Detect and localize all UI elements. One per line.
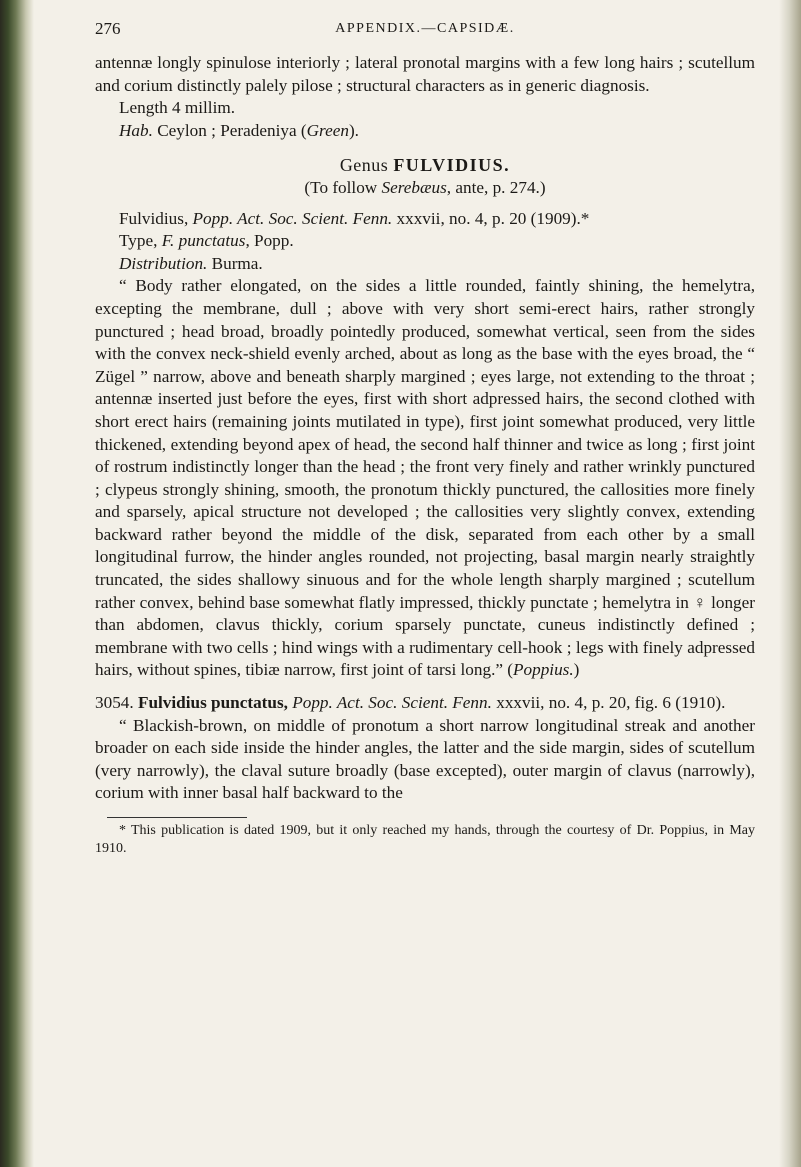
length-line: Length 4 millim.: [119, 98, 236, 118]
species-description: “ Blackish-brown, on middle of pronotum a short narrow longitudinal streak and another broader on each side inside the hinder angles, the latter and the side margin, sides of scutellum (very narrowly), the claval suture broadly (base excepted), outer margin of clavus (narrowly), corium with inner basal half backward to the: [95, 715, 755, 803]
spacer: [95, 682, 755, 692]
genus-description-text: “ Body rather elongated, on the sides a little rounded, faintly shining, the hemelytra, excepting the membrane, dull ; above with very short semi-erect hairs, rather strongly punctured ; head broad, broadly pointedly produced, somewhat vertical, seen from the sides with the convex neck-shield evenly arched, about as long as the base with the eyes broad, the “ Zügel ” narrow, above and beneath sharply margined ; eyes large, not extending to the throat ; antennæ inserted just before the eyes, first with short adpressed hairs, the second clothed with short erect hairs (remaining joints mutilated in type), first joint somewhat produced, very little thickened, extending beyond apex of head, the second half thinner and twice as long ; first joint of rostrum indistinctly longer than the head ; the front very finely and rather wrinkly punctured ; clypeus strongly shining, smooth, the pronotum thickly punctured, the callosities more finely and sparsely, apical structure not developed ; the callosities very slightly convex, extending backward rather beyond the middle of the disk, separated from each other by a small longitudinal furrow, the hinder angles rounded, not projecting, basal margin nearly straightly truncated, the sides shallowy sinuous and for the whole length sharply margined ; scutellum rather convex, behind base somewhat flatly impressed, thickly punctate ; hemelytra in ♀ longer than abdomen, clavus thickly, corium sparsely punctate, cuneus indistinctly defined ; membrane with two cells ; hind wings with a rudimentary cell-hook ; legs with finely adpressed hairs, without spines, tibiæ narrow, first joint of tarsi long.” (: [95, 276, 755, 680]
species-author: Popp. Act. Soc. Scient. Fenn.: [292, 693, 492, 713]
distribution-text: Burma.: [207, 253, 263, 273]
genus-heading: [95, 154, 755, 177]
page-content: [95, 18, 755, 858]
genus-ref-citation: xxxvii, no. 4, p. 20 (1909).*: [392, 208, 590, 228]
species-number: 3054.: [95, 693, 138, 713]
habitat-close: ).: [348, 120, 359, 140]
type-label: Type,: [119, 231, 162, 251]
page-binding-edge: [0, 0, 34, 1167]
genus-name: FULVIDIUS.: [393, 155, 511, 176]
page-number: 276: [95, 19, 121, 38]
intro-paragraph: antennæ longly spinulose interiorly ; lateral pronotal margins with a few long hairs ; scutellum and corium distinctly palely pilose ; structural characters as in generic diagnosis.: [95, 53, 755, 95]
page-outer-edge: [779, 0, 801, 1167]
habitat-label: Hab.: [119, 120, 153, 140]
type-species: F. punctatus: [161, 231, 246, 251]
genus-ref-name: Fulvidius,: [119, 208, 193, 228]
habitat-text: Ceylon ; Peradeniya (: [152, 120, 307, 140]
species-citation: xxxvii, no. 4, p. 20, fig. 6 (1910).: [491, 693, 726, 713]
habitat-collector: Green: [306, 120, 349, 140]
species-name: Fulvidius punctatus,: [137, 693, 293, 713]
footnote-rule: [107, 817, 247, 818]
follow-pre: (To follow: [304, 177, 382, 197]
page-header: [95, 18, 755, 46]
genus-ref-author: Popp. Act. Soc. Scient. Fenn.: [192, 208, 393, 228]
follow-post: , ante, p. 274.): [446, 177, 546, 197]
habitat-line: [95, 120, 755, 143]
type-author: , Popp.: [245, 231, 294, 251]
genus-reference: [95, 208, 755, 231]
follow-genus: Serebæus: [381, 177, 447, 197]
distribution-label: Distribution.: [119, 253, 208, 273]
distribution-line: [95, 253, 755, 276]
footnote: * This publication is dated 1909, but it only reached my hands, through the courtesy of Dr. Poppius, in May 1910.: [95, 823, 755, 856]
genus-description-close: ): [573, 660, 580, 680]
species-heading: [95, 692, 755, 715]
running-head: APPENDIX.—CAPSIDÆ.: [335, 21, 515, 36]
genus-description-author: Poppius.: [513, 660, 574, 680]
type-line: [95, 230, 755, 253]
genus-description: [95, 275, 755, 682]
genus-placement: [95, 177, 755, 200]
genus-label: Genus: [339, 155, 394, 176]
